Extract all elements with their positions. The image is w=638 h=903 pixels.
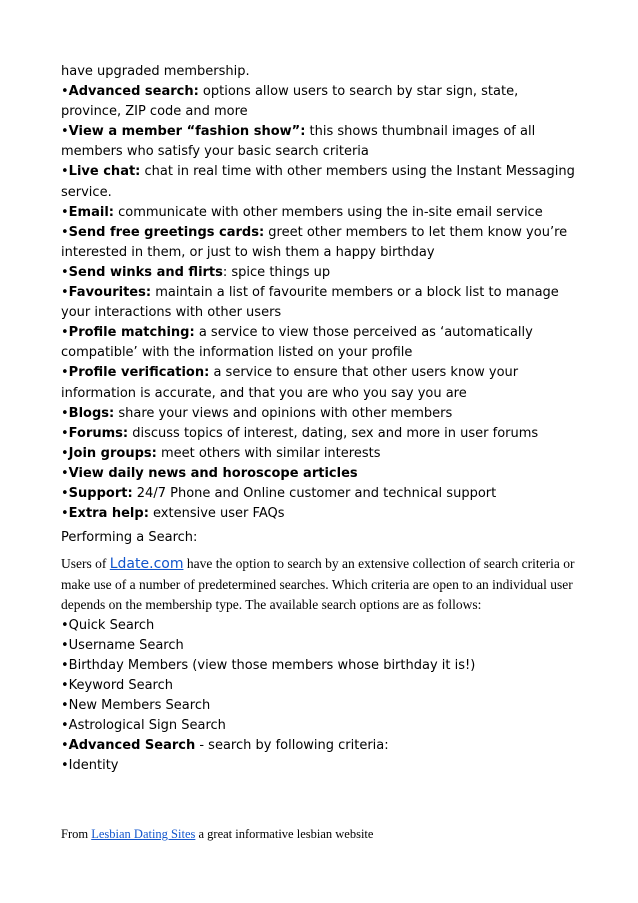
bullet-icon: •	[61, 84, 69, 100]
bullet-icon: •	[61, 164, 69, 180]
bullet-icon: •	[61, 465, 69, 481]
bullet-icon: •	[61, 758, 69, 774]
item-description: communicate with other members using the in-site email service	[113, 204, 543, 220]
item-description: Astrological Sign Search	[68, 718, 226, 734]
item-term: Send winks and flirts	[68, 264, 223, 280]
item-term: Favourites:	[68, 285, 152, 301]
item-term: Send free greetings cards:	[68, 224, 265, 240]
feature-item	[61, 162, 581, 202]
search-option-item	[61, 616, 581, 636]
feature-item	[61, 504, 581, 524]
item-description: a service to ensure that other users know your information is accurate, and that you are who you say you are	[61, 365, 519, 401]
feature-item	[61, 363, 581, 403]
item-description: options allow users to search by star sign, state, province, ZIP code and more	[61, 84, 519, 120]
feature-item	[61, 444, 581, 464]
search-option-item	[61, 736, 581, 756]
item-description: Username Search	[68, 637, 184, 653]
features-block	[61, 62, 581, 524]
feature-item	[61, 323, 581, 363]
feature-item	[61, 464, 581, 484]
paragraph-text-after: have the option to search by an extensive collection of search criteria or make use of a number of predetermined searches. Which criteria are open to an individual user depends on the membership type. The available search options are as follows:	[61, 556, 575, 613]
bullet-icon: •	[61, 637, 69, 653]
item-description: maintain a list of favourite members or a block list to manage your interactions with other users	[61, 285, 559, 321]
item-term: Advanced Search	[68, 738, 196, 754]
footer-credit	[61, 827, 373, 842]
paragraph-text-before: Users of	[61, 556, 110, 572]
intro-text: have upgraded membership.	[61, 64, 250, 79]
feature-item	[61, 203, 581, 223]
search-option-item	[61, 676, 581, 696]
bullet-icon: •	[61, 124, 69, 140]
item-description: chat in real time with other members using the Instant Messaging service.	[61, 164, 575, 200]
item-description: this shows thumbnail images of all members who satisfy your basic search criteria	[61, 124, 536, 160]
bullet-icon: •	[61, 738, 69, 754]
item-term: Email:	[68, 204, 114, 220]
search-option-item	[61, 656, 581, 676]
bullet-icon: •	[61, 617, 69, 633]
item-description: Quick Search	[68, 617, 155, 633]
item-description: Keyword Search	[68, 677, 173, 693]
bullet-icon: •	[61, 677, 69, 693]
search-option-item	[61, 716, 581, 736]
bullet-icon: •	[61, 325, 69, 341]
item-description: New Members Search	[68, 698, 211, 714]
feature-item	[61, 283, 581, 323]
item-description: Identity	[68, 758, 119, 774]
bullet-icon: •	[61, 657, 69, 673]
item-description: a service to view those perceived as ‘automatically compatible’ with the information listed on your profile	[61, 325, 533, 361]
item-term: Blogs:	[68, 405, 115, 421]
feature-item	[61, 122, 581, 162]
ldate-link[interactable]: Ldate.com	[109, 556, 184, 573]
search-option-item	[61, 636, 581, 656]
feature-list	[61, 82, 581, 524]
feature-item	[61, 82, 581, 122]
item-description: share your views and opinions with other members	[114, 405, 453, 421]
search-option-item	[61, 756, 581, 776]
bullet-icon: •	[61, 264, 69, 280]
item-description: - search by following criteria:	[195, 738, 389, 754]
bullet-icon: •	[61, 405, 69, 421]
item-term: View daily news and horoscope articles	[68, 465, 358, 481]
item-term: Live chat:	[68, 164, 141, 180]
bullet-icon: •	[61, 285, 69, 301]
item-description: greet other members to let them know you’re interested in them, or just to wish them a happy birthday	[61, 224, 568, 260]
bullet-icon: •	[61, 204, 69, 220]
item-term: Support:	[68, 485, 133, 501]
item-description: 24/7 Phone and Online customer and technical support	[132, 485, 497, 501]
item-description: : spice things up	[222, 264, 331, 280]
item-term: View a member “fashion show”:	[68, 124, 306, 140]
search-options-list	[61, 616, 581, 777]
footer-prefix: From	[61, 827, 92, 841]
lesbian-dating-sites-link[interactable]: Lesbian Dating Sites	[91, 827, 196, 841]
search-intro-paragraph	[61, 554, 581, 616]
item-description: discuss topics of interest, dating, sex and more in user forums	[128, 425, 539, 441]
feature-item	[61, 223, 581, 263]
bullet-icon: •	[61, 698, 69, 714]
item-term: Profile matching:	[68, 325, 195, 341]
feature-item	[61, 404, 581, 424]
item-term: Forums:	[68, 425, 129, 441]
item-term: Join groups:	[68, 445, 157, 461]
bullet-icon: •	[61, 718, 69, 734]
bullet-icon: •	[61, 224, 69, 240]
item-term: Advanced search:	[68, 84, 199, 100]
item-description: meet others with similar interests	[156, 445, 381, 461]
bullet-icon: •	[61, 506, 69, 522]
bullet-icon: •	[61, 365, 69, 381]
item-term: Profile verification:	[68, 365, 210, 381]
bullet-icon: •	[61, 445, 69, 461]
document-page	[61, 62, 581, 776]
search-option-item	[61, 696, 581, 716]
item-description: Birthday Members (view those members whose birthday it is!)	[68, 657, 476, 673]
section-heading: Performing a Search:	[61, 530, 198, 546]
bullet-icon: •	[61, 425, 69, 441]
feature-item	[61, 263, 581, 283]
feature-item	[61, 424, 581, 444]
item-term: Extra help:	[68, 506, 149, 522]
footer-suffix: a great informative lesbian website	[195, 827, 374, 841]
feature-item	[61, 484, 581, 504]
item-description: extensive user FAQs	[148, 506, 285, 522]
bullet-icon: •	[61, 485, 69, 501]
